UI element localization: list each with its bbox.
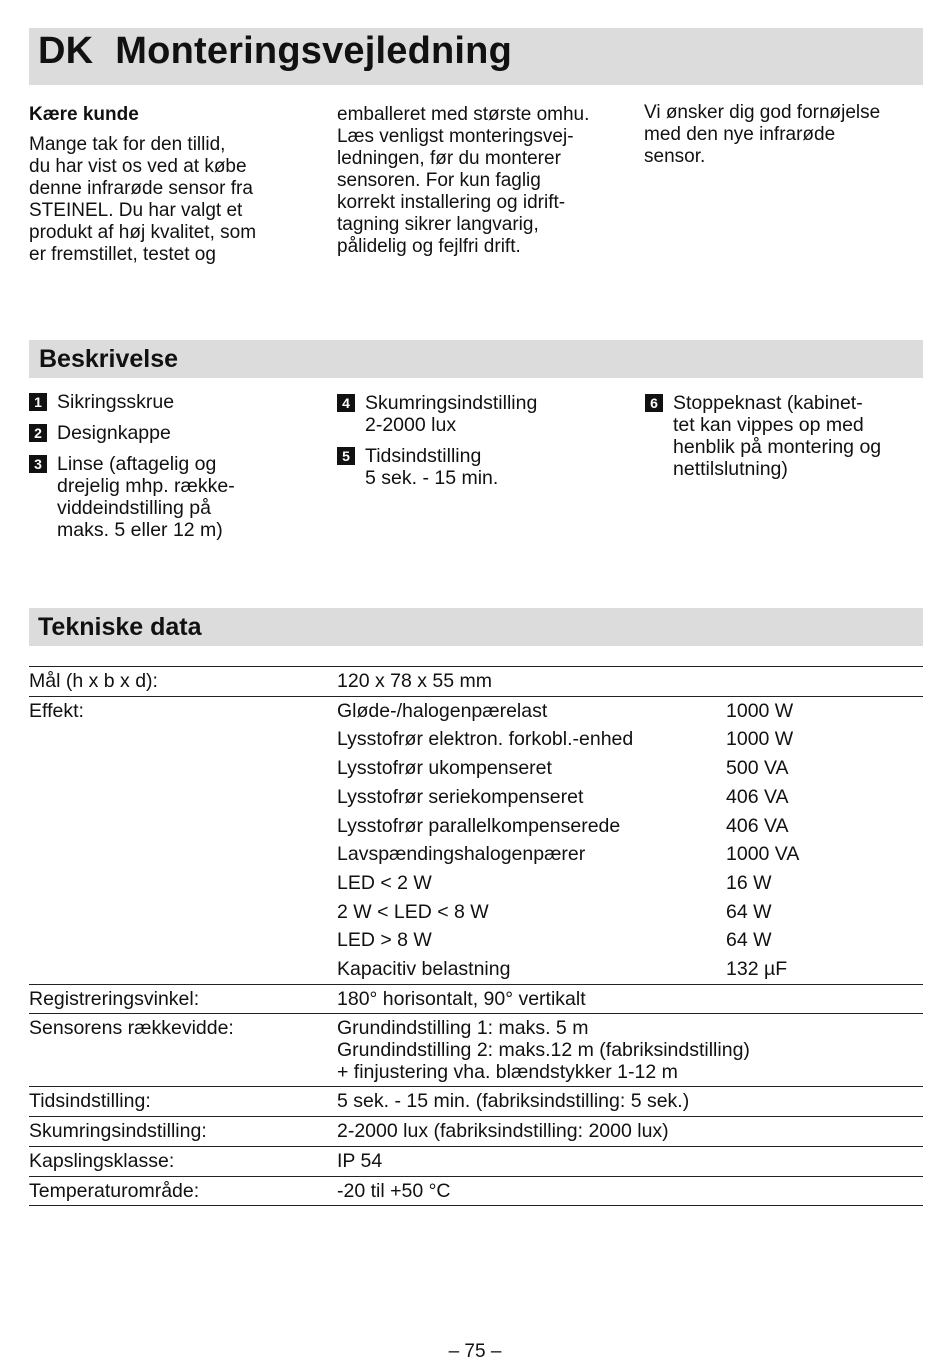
intro-line: pålidelig og fejlfri drift. bbox=[337, 236, 521, 257]
intro-heading: Kære kunde bbox=[29, 104, 139, 125]
item-text: nettilslutning) bbox=[673, 458, 788, 480]
spec-row-power bbox=[29, 812, 923, 841]
power-value: 1000 W bbox=[726, 696, 923, 725]
power-value: 406 VA bbox=[726, 785, 789, 808]
power-type: Kapacitiv belastning bbox=[337, 958, 511, 981]
spec-row-power bbox=[29, 696, 923, 725]
intro-line: sensor. bbox=[644, 146, 706, 167]
item-text: 2-2000 lux bbox=[365, 414, 457, 436]
intro-line: du har vist os ved at købe bbox=[29, 156, 247, 177]
item-number: 3 bbox=[29, 455, 47, 473]
power-type: Lysstofrør parallelkompenserede bbox=[337, 814, 621, 837]
intro-col-3 bbox=[644, 102, 934, 168]
intro-line: sensoren. For kun faglig bbox=[337, 170, 541, 191]
spec-value: IP 54 bbox=[337, 1146, 923, 1176]
spec-row-power bbox=[29, 725, 923, 754]
power-type: Lavspændingshalogenpærer bbox=[337, 843, 586, 866]
spec-label: Mål (h x b x d): bbox=[29, 667, 337, 697]
spec-row-range bbox=[29, 1014, 923, 1087]
power-value: 406 VA bbox=[726, 814, 789, 837]
spec-label: Kapslingsklasse: bbox=[29, 1146, 337, 1176]
item-text: Tidsindstilling bbox=[365, 445, 482, 467]
intro-line: Mange tak for den tillid, bbox=[29, 134, 226, 155]
description-col-3 bbox=[645, 392, 935, 489]
spec-value: 180° horisontalt, 90° vertikalt bbox=[337, 984, 923, 1014]
spec-label: Sensorens rækkevidde: bbox=[29, 1014, 337, 1087]
item-text: Designkappe bbox=[57, 422, 171, 444]
description-item-3 bbox=[29, 453, 319, 541]
item-text: Stoppeknast (kabinet- bbox=[673, 392, 863, 414]
spec-label: Temperaturområde: bbox=[29, 1176, 337, 1206]
spec-label: Tidsindstilling: bbox=[29, 1087, 337, 1117]
spec-value: 2-2000 lux (fabriksindstilling: 2000 lux) bbox=[337, 1117, 923, 1147]
power-type: 2 W < LED < 8 W bbox=[337, 900, 489, 923]
intro-line: med den nye infrarøde bbox=[644, 124, 836, 145]
power-value: 1000 VA bbox=[726, 843, 800, 866]
item-text: tet kan vippes op med bbox=[673, 414, 864, 436]
spec-row-dimensions bbox=[29, 667, 923, 697]
power-value: 64 W bbox=[726, 900, 772, 923]
item-text: maks. 5 eller 12 m) bbox=[57, 519, 223, 541]
item-text: drejelig mhp. række- bbox=[57, 475, 235, 497]
spec-value: -20 til +50 °C bbox=[337, 1176, 923, 1206]
intro-line: ledningen, før du monterer bbox=[337, 148, 561, 169]
intro-col-1 bbox=[29, 104, 319, 266]
intro-line: Læs venligst monteringsvej- bbox=[337, 126, 574, 147]
spec-value: 5 sek. - 15 min. (fabriksindstilling: 5 sek.) bbox=[337, 1087, 923, 1117]
language-code: DK bbox=[38, 30, 94, 72]
power-type: Gløde-/halogenpærelast bbox=[337, 696, 726, 725]
spec-row-protection bbox=[29, 1146, 923, 1176]
intro-line: emballeret med største omhu. bbox=[337, 104, 590, 125]
intro-line: korrekt installering og idrift- bbox=[337, 192, 566, 213]
spec-value: 120 x 78 x 55 mm bbox=[337, 667, 923, 697]
spec-row-temperature bbox=[29, 1176, 923, 1206]
intro-line: Vi ønsker dig god fornøjelse bbox=[644, 102, 881, 123]
spec-row-power bbox=[29, 840, 923, 869]
description-item-5 bbox=[337, 445, 632, 489]
description-band bbox=[29, 340, 923, 378]
intro-line: STEINEL. Du har valgt et bbox=[29, 200, 243, 221]
description-col-1 bbox=[29, 391, 319, 550]
spec-row-power bbox=[29, 754, 923, 783]
intro-line: er fremstillet, testet og bbox=[29, 244, 216, 265]
spec-label: Effekt: bbox=[29, 696, 337, 725]
spec-label: Skumringsindstilling: bbox=[29, 1117, 337, 1147]
power-type: LED < 2 W bbox=[337, 871, 432, 894]
description-col-2 bbox=[337, 392, 632, 498]
item-number: 5 bbox=[337, 447, 355, 465]
title-text: Monteringsvejledning bbox=[115, 30, 512, 72]
page-title bbox=[38, 30, 512, 73]
description-item-6 bbox=[645, 392, 935, 480]
item-number: 1 bbox=[29, 393, 47, 411]
range-line: Grundindstilling 2: maks.12 m (fabriksindstilling) bbox=[337, 1039, 750, 1062]
power-value: 1000 W bbox=[726, 728, 794, 751]
spec-row-twilight bbox=[29, 1117, 923, 1147]
item-text: henblik på montering og bbox=[673, 436, 882, 458]
item-number: 6 bbox=[645, 394, 663, 412]
power-value: 500 VA bbox=[726, 757, 789, 780]
power-value: 16 W bbox=[726, 871, 772, 894]
description-item-2 bbox=[29, 422, 319, 444]
description-title: Beskrivelse bbox=[39, 345, 179, 373]
description-item-4 bbox=[337, 392, 632, 436]
power-type: Lysstofrør ukompenseret bbox=[337, 757, 552, 780]
page-number: – 75 – bbox=[448, 1341, 502, 1362]
item-text: Skumringsindstilling bbox=[365, 392, 538, 414]
range-line: + finjustering vha. blændstykker 1-12 m bbox=[337, 1061, 678, 1084]
item-text: Linse (aftagelig og bbox=[57, 453, 217, 475]
item-text: viddeindstilling på bbox=[57, 497, 211, 519]
technical-title: Tekniske data bbox=[38, 613, 202, 641]
range-line: Grundindstilling 1: maks. 5 m bbox=[337, 1017, 589, 1040]
spec-row-power bbox=[29, 955, 923, 984]
item-number: 4 bbox=[337, 394, 355, 412]
power-type: LED > 8 W bbox=[337, 929, 432, 952]
technical-band bbox=[29, 608, 923, 646]
spec-row-power bbox=[29, 926, 923, 955]
item-text: Sikringsskrue bbox=[57, 391, 175, 413]
spec-row-power bbox=[29, 869, 923, 898]
spec-row-power bbox=[29, 898, 923, 927]
intro-line: produkt af høj kvalitet, som bbox=[29, 222, 257, 243]
intro-line: denne infrarøde sensor fra bbox=[29, 178, 253, 199]
power-value: 64 W bbox=[726, 929, 772, 952]
technical-data-table bbox=[29, 666, 923, 1206]
spec-row-angle bbox=[29, 984, 923, 1014]
power-type: Lysstofrør seriekompenseret bbox=[337, 785, 584, 808]
item-number: 2 bbox=[29, 424, 47, 442]
intro-line: tagning sikrer langvarig, bbox=[337, 214, 539, 235]
description-item-1 bbox=[29, 391, 319, 413]
power-value: 132 µF bbox=[726, 958, 788, 981]
spec-value bbox=[337, 1014, 923, 1087]
power-type: Lysstofrør elektron. forkobl.-enhed bbox=[337, 728, 634, 751]
spec-row-power bbox=[29, 783, 923, 812]
intro-col-2 bbox=[337, 104, 632, 258]
spec-label: Registreringsvinkel: bbox=[29, 984, 337, 1014]
item-text: 5 sek. - 15 min. bbox=[365, 467, 499, 489]
spec-row-time bbox=[29, 1087, 923, 1117]
